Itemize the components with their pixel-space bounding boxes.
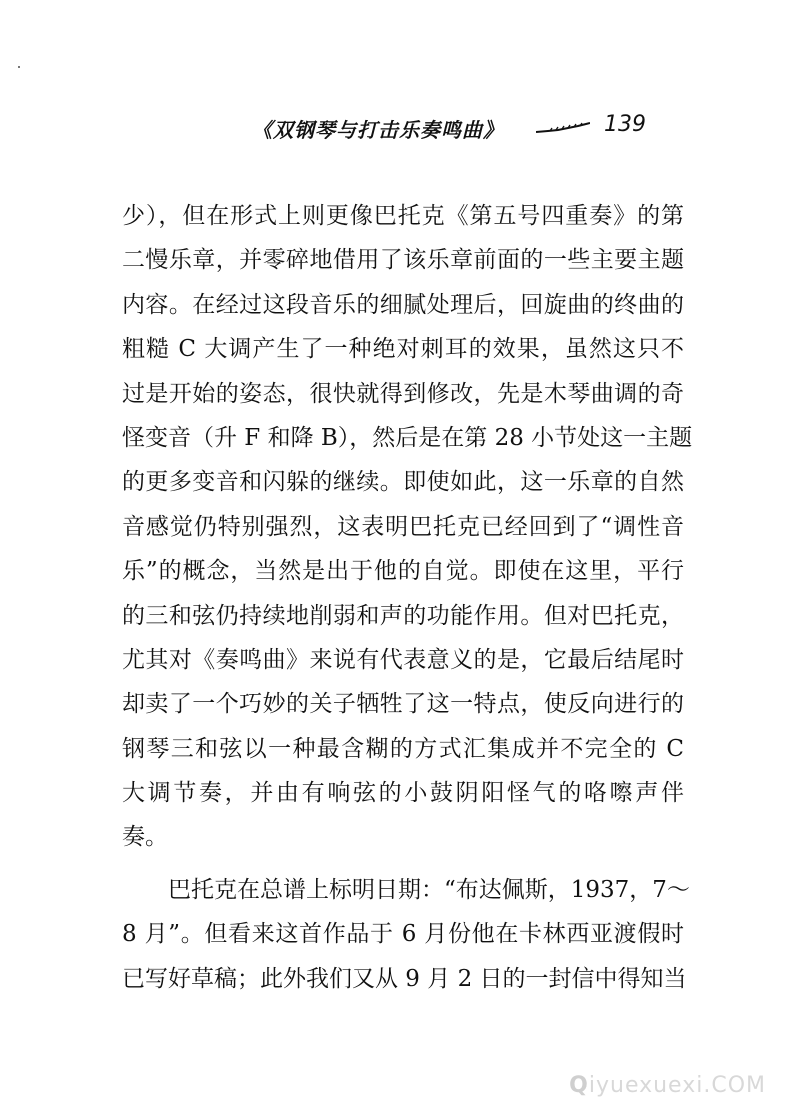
text-line: 大调节奏，并由有响弦的小鼓阴阳怪气的咯嚓声伴 — [122, 780, 684, 807]
text-line: 音感觉仍特别强烈，这表明巴托克已经回到了“调性音 — [122, 513, 684, 540]
body-text — [122, 194, 693, 1001]
text-line: 尤其对《奏鸣曲》来说有代表意义的是，它最后结尾时 — [122, 646, 684, 673]
text-line: 乐”的概念，当然是出于他的自觉。即使在这里，平行 — [122, 558, 684, 585]
watermark-brand-letter: Q — [569, 1073, 589, 1098]
header-ornament-icon — [536, 122, 590, 134]
paragraph-1 — [122, 194, 693, 860]
text-line: 8 月”。但看来这首作品于 6 月份他在卡林西亚渡假时 — [122, 921, 684, 948]
text-line: 二慢乐章，并零碎地借用了该乐章前面的一些主要主题 — [122, 247, 684, 274]
text-line: 过是开始的姿态，很快就得到修改，先是木琴曲调的奇 — [122, 380, 684, 407]
text-line: 却卖了一个巧妙的关子牺牲了这一特点，使反向进行的 — [122, 691, 684, 718]
text-line: 内容。在经过这段音乐的细腻处理后，回旋曲的终曲的 — [122, 291, 684, 318]
text-line: 粗糙 C 大调产生了一种绝对刺耳的效果，虽然这只不 — [122, 336, 684, 363]
running-header — [252, 112, 672, 144]
text-line: 怪变音（升 F 和降 B），然后是在第 28 小节处这一主题 — [122, 424, 693, 451]
header-title: 《双钢琴与打击乐奏鸣曲》 — [252, 118, 504, 142]
watermark-brand-rest: iyuexuexi.COM — [588, 1073, 766, 1098]
paragraph-2 — [122, 868, 690, 1001]
text-line: 巴托克在总谱上标明日期：“布达佩斯，1937，7～ — [168, 876, 690, 903]
scan-speck — [18, 66, 20, 68]
text-line: 的三和弦仍持续地削弱和声的功能作用。但对巴托克， — [122, 602, 684, 629]
text-line: 奏。 — [122, 824, 168, 851]
text-line: 已写好草稿；此外我们又从 9 月 2 日的一封信中得知当 — [122, 965, 687, 992]
site-watermark — [569, 1073, 766, 1098]
page-number: 139 — [604, 112, 646, 137]
text-line: 少），但在形式上则更像巴托克《第五号四重奏》的第 — [122, 203, 684, 229]
text-line: 的更多变音和闪躲的继续。即使如此，这一乐章的自然 — [122, 469, 684, 496]
text-line: 钢琴三和弦以一种最含糊的方式汇集成并不完全的 C — [122, 735, 684, 762]
